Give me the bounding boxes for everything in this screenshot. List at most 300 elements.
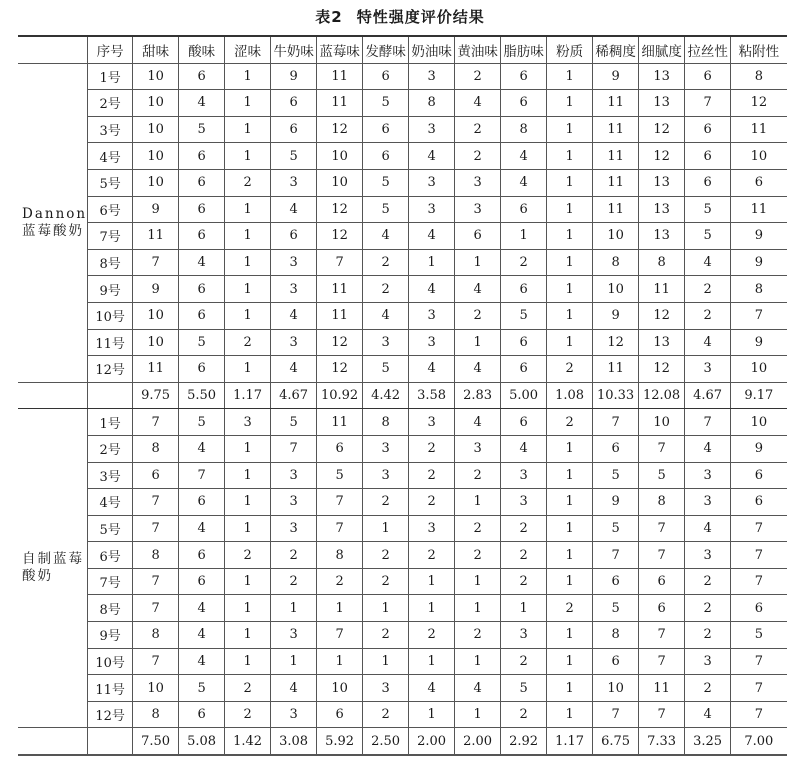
sample-id-cell: 5号	[88, 169, 133, 196]
score-cell: 1	[225, 196, 271, 223]
sample-id-cell: 10号	[88, 302, 133, 329]
mean-cell: 1.08	[547, 382, 593, 409]
table-number: 表2	[315, 8, 343, 26]
score-cell: 5	[685, 196, 731, 223]
score-cell: 1	[225, 515, 271, 542]
table-row	[18, 276, 787, 303]
score-cell: 3	[455, 196, 501, 223]
score-cell: 5	[363, 356, 409, 383]
sample-id-cell: 6号	[88, 196, 133, 223]
score-cell: 5	[271, 409, 317, 436]
score-cell: 9	[731, 249, 787, 276]
score-cell: 9	[271, 63, 317, 90]
column-header: 蓝莓味	[317, 36, 363, 63]
score-cell: 10	[133, 675, 179, 702]
score-cell: 4	[179, 90, 225, 117]
score-cell: 8	[133, 542, 179, 569]
score-cell: 4	[409, 223, 455, 250]
score-cell: 2	[409, 489, 455, 516]
score-cell: 3	[271, 489, 317, 516]
score-cell: 6	[317, 701, 363, 728]
score-cell: 7	[317, 622, 363, 649]
table-row	[18, 169, 787, 196]
column-header: 序号	[88, 36, 133, 63]
score-cell: 5	[317, 462, 363, 489]
sample-id-cell: 7号	[88, 223, 133, 250]
score-cell: 2	[455, 116, 501, 143]
mean-cell: 9.75	[133, 382, 179, 409]
score-cell: 11	[593, 169, 639, 196]
table-row	[18, 462, 787, 489]
score-cell: 1	[225, 63, 271, 90]
score-cell: 6	[179, 701, 225, 728]
sample-id-cell: 1号	[88, 409, 133, 436]
score-cell: 12	[639, 302, 685, 329]
table-row	[18, 196, 787, 223]
score-cell: 3	[271, 622, 317, 649]
score-cell: 3	[409, 196, 455, 223]
score-cell: 1	[547, 63, 593, 90]
score-cell: 2	[409, 542, 455, 569]
score-cell: 7	[639, 435, 685, 462]
mean-cell: 4.67	[685, 382, 731, 409]
mean-cell	[88, 382, 133, 409]
score-cell: 6	[179, 276, 225, 303]
mean-cell: 3.25	[685, 728, 731, 755]
score-cell: 3	[685, 542, 731, 569]
score-cell: 5	[501, 675, 547, 702]
score-cell: 9	[593, 63, 639, 90]
score-cell: 1	[409, 648, 455, 675]
score-cell: 4	[409, 675, 455, 702]
score-cell: 2	[317, 568, 363, 595]
score-cell: 2	[501, 701, 547, 728]
score-cell: 8	[639, 249, 685, 276]
sample-id-cell: 2号	[88, 90, 133, 117]
table-row	[18, 90, 787, 117]
score-cell: 1	[501, 223, 547, 250]
score-cell: 5	[639, 462, 685, 489]
score-cell: 1	[501, 595, 547, 622]
score-cell: 3	[271, 701, 317, 728]
score-cell: 8	[409, 90, 455, 117]
score-cell: 1	[547, 302, 593, 329]
score-cell: 7	[731, 302, 787, 329]
score-cell: 3	[363, 329, 409, 356]
score-cell: 3	[685, 489, 731, 516]
score-cell: 1	[225, 90, 271, 117]
table-row	[18, 143, 787, 170]
mean-cell: 12.08	[639, 382, 685, 409]
column-header: 发酵味	[363, 36, 409, 63]
score-cell: 3	[409, 329, 455, 356]
sample-id-cell: 7号	[88, 568, 133, 595]
mean-cell: 2.00	[409, 728, 455, 755]
score-cell: 2	[455, 515, 501, 542]
score-cell: 6	[685, 169, 731, 196]
score-cell: 6	[363, 63, 409, 90]
score-cell: 4	[409, 276, 455, 303]
score-cell: 2	[455, 622, 501, 649]
score-cell: 1	[547, 196, 593, 223]
score-cell: 13	[639, 329, 685, 356]
score-cell: 11	[639, 675, 685, 702]
column-header: 脂肪味	[501, 36, 547, 63]
score-cell: 4	[409, 356, 455, 383]
score-cell: 8	[593, 249, 639, 276]
column-header: 牛奶味	[271, 36, 317, 63]
score-cell: 2	[225, 542, 271, 569]
score-cell: 8	[639, 489, 685, 516]
score-cell: 7	[317, 249, 363, 276]
mean-cell: 7.33	[639, 728, 685, 755]
score-cell: 2	[547, 595, 593, 622]
score-cell: 1	[409, 249, 455, 276]
column-header: 黄油味	[455, 36, 501, 63]
score-cell: 7	[685, 90, 731, 117]
score-cell: 10	[731, 356, 787, 383]
score-cell: 1	[225, 648, 271, 675]
score-cell: 10	[133, 302, 179, 329]
score-cell: 1	[455, 568, 501, 595]
score-cell: 5	[685, 223, 731, 250]
score-cell: 4	[455, 409, 501, 436]
score-cell: 13	[639, 223, 685, 250]
mean-cell	[88, 728, 133, 755]
score-cell: 1	[225, 489, 271, 516]
table-row	[18, 622, 787, 649]
score-cell: 4	[455, 356, 501, 383]
score-cell: 7	[133, 249, 179, 276]
table-row	[18, 63, 787, 90]
score-cell: 10	[133, 169, 179, 196]
score-cell: 8	[731, 63, 787, 90]
table-title	[0, 6, 800, 27]
score-cell: 2	[685, 595, 731, 622]
score-cell: 4	[455, 90, 501, 117]
score-cell: 6	[639, 568, 685, 595]
score-cell: 6	[593, 648, 639, 675]
score-cell: 7	[685, 409, 731, 436]
score-cell: 11	[639, 276, 685, 303]
score-cell: 1	[271, 648, 317, 675]
score-cell: 3	[409, 302, 455, 329]
score-cell: 3	[409, 409, 455, 436]
score-cell: 3	[501, 489, 547, 516]
score-cell: 6	[593, 435, 639, 462]
score-cell: 3	[455, 435, 501, 462]
score-cell: 6	[501, 196, 547, 223]
score-cell: 3	[271, 249, 317, 276]
score-cell: 4	[179, 648, 225, 675]
score-cell: 2	[455, 63, 501, 90]
score-cell: 5	[363, 169, 409, 196]
score-cell: 2	[501, 542, 547, 569]
score-cell: 12	[639, 116, 685, 143]
score-cell: 2	[271, 542, 317, 569]
score-cell: 7	[639, 515, 685, 542]
score-cell: 10	[317, 675, 363, 702]
sample-id-cell: 10号	[88, 648, 133, 675]
mean-cell: 6.75	[593, 728, 639, 755]
score-cell: 1	[225, 223, 271, 250]
score-cell: 1	[225, 302, 271, 329]
table-row	[18, 329, 787, 356]
sample-id-cell: 9号	[88, 622, 133, 649]
score-cell: 1	[547, 116, 593, 143]
score-cell: 7	[731, 701, 787, 728]
score-cell: 9	[133, 276, 179, 303]
score-cell: 7	[731, 568, 787, 595]
sensory-intensity-table	[18, 35, 787, 756]
table-row	[18, 515, 787, 542]
score-cell: 6	[455, 223, 501, 250]
mean-label-blank	[18, 728, 88, 755]
score-cell: 9	[593, 302, 639, 329]
score-cell: 6	[179, 302, 225, 329]
score-cell: 3	[685, 462, 731, 489]
score-cell: 1	[455, 329, 501, 356]
column-header: 涩味	[225, 36, 271, 63]
score-cell: 6	[731, 595, 787, 622]
mean-cell: 10.92	[317, 382, 363, 409]
score-cell: 3	[409, 169, 455, 196]
score-cell: 2	[455, 143, 501, 170]
score-cell: 11	[593, 90, 639, 117]
mean-cell: 1.42	[225, 728, 271, 755]
score-cell: 12	[639, 143, 685, 170]
table-row	[18, 568, 787, 595]
score-cell: 6	[133, 462, 179, 489]
score-cell: 1	[547, 622, 593, 649]
mean-label-blank	[18, 382, 88, 409]
score-cell: 4	[685, 515, 731, 542]
score-cell: 1	[547, 568, 593, 595]
sample-id-cell: 1号	[88, 63, 133, 90]
score-cell: 10	[133, 90, 179, 117]
score-cell: 8	[363, 409, 409, 436]
score-cell: 1	[363, 595, 409, 622]
score-cell: 3	[501, 622, 547, 649]
score-cell: 9	[731, 223, 787, 250]
score-cell: 4	[179, 515, 225, 542]
score-cell: 1	[547, 329, 593, 356]
score-cell: 10	[133, 63, 179, 90]
mean-cell: 1.17	[547, 728, 593, 755]
mean-cell: 5.00	[501, 382, 547, 409]
score-cell: 5	[179, 329, 225, 356]
score-cell: 6	[271, 90, 317, 117]
score-cell: 1	[225, 116, 271, 143]
score-cell: 2	[455, 302, 501, 329]
column-header: 甜味	[133, 36, 179, 63]
score-cell: 3	[271, 276, 317, 303]
score-cell: 4	[685, 435, 731, 462]
score-cell: 2	[685, 276, 731, 303]
table-row	[18, 223, 787, 250]
score-cell: 2	[501, 568, 547, 595]
score-cell: 3	[271, 515, 317, 542]
mean-cell: 3.58	[409, 382, 455, 409]
score-cell: 2	[363, 701, 409, 728]
score-cell: 8	[501, 116, 547, 143]
column-header: 奶油味	[409, 36, 455, 63]
table-row	[18, 302, 787, 329]
score-cell: 7	[593, 542, 639, 569]
score-cell: 3	[501, 462, 547, 489]
score-cell: 2	[363, 249, 409, 276]
score-cell: 6	[317, 435, 363, 462]
score-cell: 1	[547, 143, 593, 170]
score-cell: 7	[731, 648, 787, 675]
score-cell: 11	[133, 356, 179, 383]
score-cell: 4	[685, 329, 731, 356]
score-cell: 6	[685, 116, 731, 143]
score-cell: 10	[731, 143, 787, 170]
score-cell: 2	[501, 648, 547, 675]
score-cell: 4	[271, 302, 317, 329]
score-cell: 6	[501, 329, 547, 356]
score-cell: 7	[133, 489, 179, 516]
score-cell: 2	[363, 542, 409, 569]
score-cell: 11	[593, 143, 639, 170]
score-cell: 3	[409, 515, 455, 542]
score-cell: 3	[363, 435, 409, 462]
score-cell: 9	[593, 489, 639, 516]
score-cell: 4	[409, 143, 455, 170]
score-cell: 1	[455, 249, 501, 276]
score-cell: 1	[547, 489, 593, 516]
score-cell: 4	[501, 169, 547, 196]
score-cell: 7	[593, 701, 639, 728]
table-row	[18, 675, 787, 702]
score-cell: 1	[225, 568, 271, 595]
score-cell: 7	[639, 542, 685, 569]
mean-cell: 5.92	[317, 728, 363, 755]
score-cell: 11	[731, 116, 787, 143]
score-cell: 7	[133, 515, 179, 542]
score-cell: 4	[271, 675, 317, 702]
score-cell: 11	[317, 63, 363, 90]
score-cell: 1	[409, 595, 455, 622]
score-cell: 5	[593, 515, 639, 542]
score-cell: 4	[455, 276, 501, 303]
score-cell: 1	[547, 648, 593, 675]
score-cell: 4	[179, 435, 225, 462]
score-cell: 1	[225, 622, 271, 649]
mean-cell: 5.50	[179, 382, 225, 409]
sample-id-cell: 12号	[88, 701, 133, 728]
table-row	[18, 435, 787, 462]
column-header: 粘附性	[731, 36, 787, 63]
score-cell: 7	[639, 648, 685, 675]
score-cell: 5	[593, 462, 639, 489]
score-cell: 6	[501, 276, 547, 303]
score-cell: 6	[501, 63, 547, 90]
score-cell: 2	[225, 675, 271, 702]
mean-cell: 9.17	[731, 382, 787, 409]
mean-cell: 2.00	[455, 728, 501, 755]
score-cell: 10	[593, 276, 639, 303]
score-cell: 7	[133, 409, 179, 436]
score-cell: 6	[179, 489, 225, 516]
score-cell: 2	[225, 701, 271, 728]
header-row	[18, 36, 787, 63]
score-cell: 8	[317, 542, 363, 569]
score-cell: 5	[179, 675, 225, 702]
score-cell: 8	[593, 622, 639, 649]
score-cell: 3	[363, 462, 409, 489]
score-cell: 4	[179, 595, 225, 622]
score-cell: 12	[317, 223, 363, 250]
mean-cell: 5.08	[179, 728, 225, 755]
score-cell: 1	[455, 648, 501, 675]
score-cell: 6	[179, 63, 225, 90]
column-header: 酸味	[179, 36, 225, 63]
score-cell: 2	[363, 276, 409, 303]
score-cell: 6	[501, 90, 547, 117]
score-cell: 6	[685, 63, 731, 90]
score-cell: 6	[685, 143, 731, 170]
score-cell: 1	[547, 515, 593, 542]
score-cell: 5	[731, 622, 787, 649]
sample-id-cell: 11号	[88, 329, 133, 356]
score-cell: 10	[593, 223, 639, 250]
score-cell: 7	[317, 515, 363, 542]
score-cell: 6	[179, 169, 225, 196]
score-cell: 9	[731, 329, 787, 356]
score-cell: 4	[363, 302, 409, 329]
score-cell: 1	[225, 249, 271, 276]
score-cell: 11	[731, 196, 787, 223]
score-cell: 13	[639, 169, 685, 196]
score-cell: 10	[317, 143, 363, 170]
score-cell: 11	[317, 276, 363, 303]
score-cell: 7	[731, 675, 787, 702]
score-cell: 1	[547, 462, 593, 489]
column-header: 粉质	[547, 36, 593, 63]
score-cell: 2	[409, 462, 455, 489]
score-cell: 3	[271, 169, 317, 196]
table-row	[18, 409, 787, 436]
score-cell: 2	[685, 622, 731, 649]
table-row	[18, 595, 787, 622]
score-cell: 1	[363, 648, 409, 675]
score-cell: 6	[179, 196, 225, 223]
score-cell: 11	[593, 116, 639, 143]
score-cell: 8	[731, 276, 787, 303]
group-label: Dannon 蓝莓酸奶	[18, 63, 88, 382]
score-cell: 6	[179, 542, 225, 569]
score-cell: 10	[133, 116, 179, 143]
score-cell: 6	[593, 568, 639, 595]
score-cell: 10	[133, 329, 179, 356]
score-cell: 4	[179, 622, 225, 649]
mean-cell: 4.42	[363, 382, 409, 409]
score-cell: 13	[639, 63, 685, 90]
score-cell: 6	[501, 409, 547, 436]
score-cell: 9	[133, 196, 179, 223]
score-cell: 2	[501, 515, 547, 542]
score-cell: 10	[731, 409, 787, 436]
score-cell: 7	[593, 409, 639, 436]
mean-row	[18, 728, 787, 755]
score-cell: 2	[225, 169, 271, 196]
score-cell: 7	[133, 648, 179, 675]
score-cell: 1	[225, 276, 271, 303]
score-cell: 2	[363, 489, 409, 516]
score-cell: 10	[639, 409, 685, 436]
